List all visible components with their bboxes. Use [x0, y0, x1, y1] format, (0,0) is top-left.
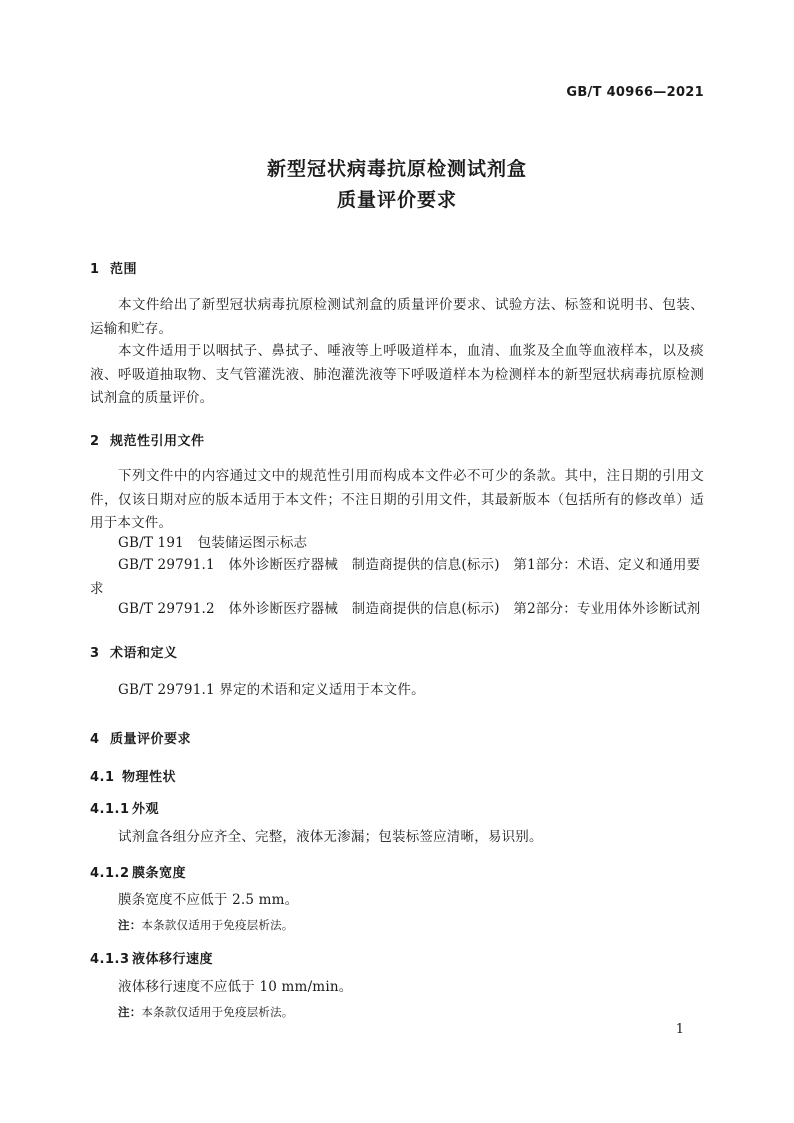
strip-width-note	[118, 917, 294, 933]
section-4-heading	[90, 728, 191, 747]
section-number: 1	[90, 262, 100, 277]
note-label: 注：	[118, 918, 142, 932]
strip-width-paragraph: 膜条宽度不应低于 2.5 mm。	[118, 892, 299, 908]
reference-gbt-191: GB/T 191 包装储运图示标志	[118, 535, 308, 551]
section-2-heading	[90, 430, 205, 449]
section-title: 规范性引用文件	[110, 434, 205, 449]
section-title: 术语和定义	[110, 646, 178, 661]
section-title: 膜条宽度	[132, 866, 187, 881]
section-number: 3	[90, 646, 100, 661]
migration-speed-note	[118, 1004, 294, 1020]
terms-paragraph: GB/T 29791.1 界定的术语和定义适用于本文件。	[118, 682, 425, 698]
section-1-heading	[90, 258, 137, 277]
section-number: 4.1.3	[90, 952, 130, 967]
scope-paragraph-2: 本文件适用于以咽拭子、鼻拭子、唾液等上呼吸道样本，血清、血浆及全血等血液样本，以及痰液、呼吸道抽取物、支气管灌洗液、肺泡灌洗液等下呼吸道样本为检测样本的新型冠状病毒抗原检测试剂盒的质量评价。	[90, 343, 704, 406]
note-text: 本条款仅适用于免疫层析法。	[141, 918, 294, 932]
scope-paragraph-1: 本文件给出了新型冠状病毒抗原检测试剂盒的质量评价要求、试验方法、标签和说明书、包装、运输和贮存。	[90, 297, 704, 337]
reference-gbt-29791-1: GB/T 29791.1 体外诊断医疗器械 制造商提供的信息(标示) 第1部分：术语、定义和通用要求	[90, 557, 701, 597]
section-number: 4.1.2	[90, 866, 130, 881]
section-title: 质量评价要求	[110, 732, 192, 747]
section-number: 4.1.1	[90, 802, 130, 817]
section-4-1-2-heading	[90, 862, 186, 881]
section-title: 物理性状	[122, 770, 177, 785]
document-title-line2: 质量评价要求	[336, 189, 457, 211]
section-number: 4.1	[90, 770, 115, 785]
note-text: 本条款仅适用于免疫层析法。	[141, 1005, 294, 1019]
document-title-line1: 新型冠状病毒抗原检测试剂盒	[266, 158, 527, 180]
section-4-1-1-heading	[90, 798, 159, 817]
section-title: 外观	[132, 802, 160, 817]
normative-references-paragraph: 下列文件中的内容通过文中的规范性引用而构成本文件必不可少的条款。其中，注日期的引用文件，仅该日期对应的版本适用于本文件；不注日期的引用文件，其最新版本（包括所有的修改单）适用于本文件。	[90, 468, 704, 531]
section-3-heading	[90, 642, 178, 661]
page-number: 1	[675, 1022, 684, 1037]
section-title: 液体移行速度	[132, 952, 214, 967]
section-number: 2	[90, 434, 100, 449]
section-4-1-3-heading	[90, 948, 213, 967]
reference-gbt-29791-2: GB/T 29791.2 体外诊断医疗器械 制造商提供的信息(标示) 第2部分：专业用体外诊断试剂	[118, 601, 701, 617]
section-number: 4	[90, 732, 100, 747]
section-title: 范围	[110, 262, 138, 277]
appearance-paragraph: 试剂盒各组分应齐全、完整，液体无渗漏；包装标签应清晰，易识别。	[118, 829, 543, 845]
note-label: 注：	[118, 1005, 142, 1019]
standard-code: GB/T 40966—2021	[566, 85, 704, 100]
migration-speed-paragraph: 液体移行速度不应低于 10 mm/min。	[118, 979, 353, 995]
section-4-1-heading	[90, 766, 176, 785]
